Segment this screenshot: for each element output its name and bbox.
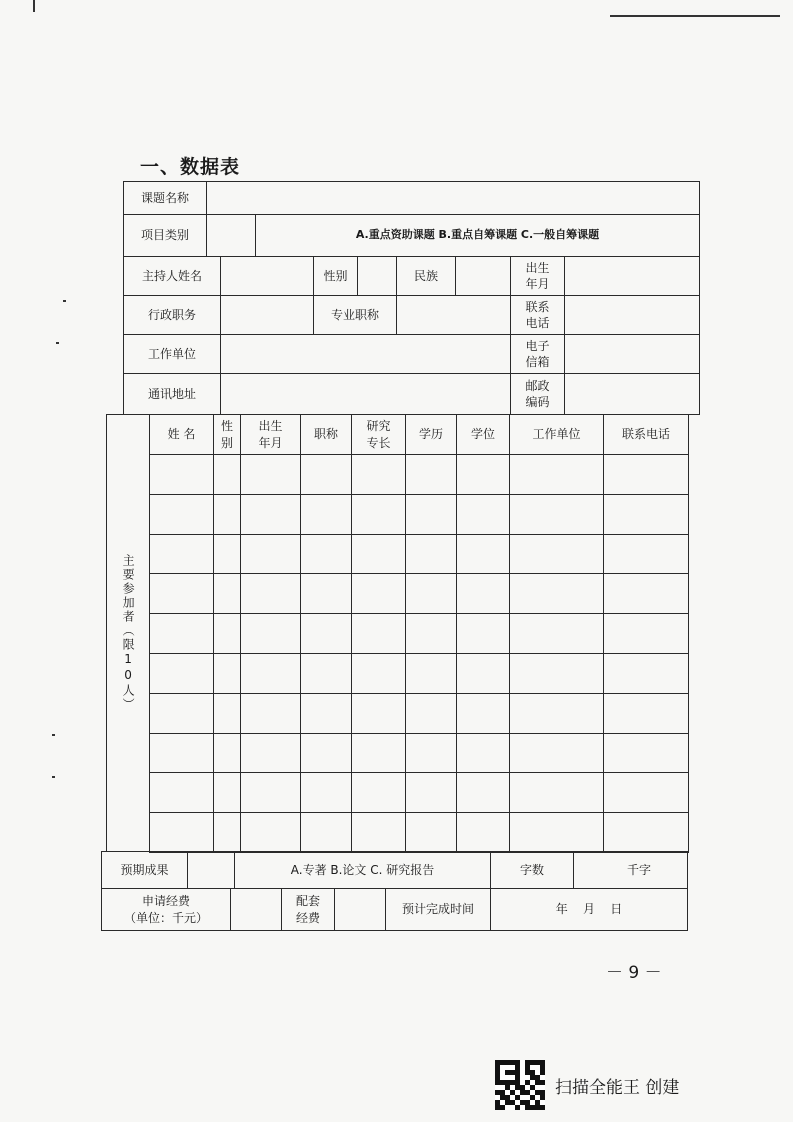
postcode-label: 邮政 编码 [510, 373, 565, 415]
participant-cell[interactable] [603, 454, 689, 495]
scanner-footer [495, 1060, 679, 1110]
participant-cell[interactable] [456, 534, 510, 575]
project-type-field[interactable] [206, 214, 256, 257]
participant-cell[interactable] [456, 494, 510, 535]
participant-cell[interactable] [149, 733, 214, 774]
participant-cell[interactable] [240, 494, 301, 535]
participant-cell[interactable] [405, 733, 457, 774]
participant-cell[interactable] [405, 772, 457, 813]
participant-cell[interactable] [603, 653, 689, 694]
qr-code-icon [495, 1060, 545, 1110]
participant-cell[interactable] [351, 534, 406, 575]
ethnicity-field[interactable] [455, 256, 511, 296]
participant-cell[interactable] [509, 733, 604, 774]
participant-cell[interactable] [405, 494, 457, 535]
birth-field[interactable] [564, 256, 700, 296]
host-name-field[interactable] [220, 256, 314, 296]
participant-cell[interactable] [456, 573, 510, 614]
participant-cell[interactable] [603, 613, 689, 654]
participant-cell[interactable] [456, 613, 510, 654]
participant-cell[interactable] [213, 534, 241, 575]
phone-field[interactable] [564, 295, 700, 335]
data-table [101, 181, 700, 931]
gender-label: 性别 [313, 256, 358, 296]
word-count-label: 字数 [490, 851, 574, 889]
host-name-label: 主持人姓名 [123, 256, 221, 296]
participant-cell[interactable] [300, 733, 352, 774]
participant-header: 工作单位 [509, 414, 604, 455]
page-title: 一、数据表 [140, 156, 241, 178]
participant-cell[interactable] [509, 573, 604, 614]
participant-header: 联系电话 [603, 414, 689, 455]
footer-brand: 扫描全能王 创建 [555, 1077, 680, 1098]
birth-label: 出生 年月 [510, 256, 565, 296]
prof-title-label: 专业职称 [313, 295, 397, 335]
funding-field[interactable] [230, 888, 282, 931]
participant-cell[interactable] [213, 812, 241, 853]
participant-header: 学位 [456, 414, 510, 455]
address-field[interactable] [220, 373, 511, 415]
participant-cell[interactable] [456, 733, 510, 774]
participant-cell[interactable] [456, 772, 510, 813]
participant-cell[interactable] [509, 653, 604, 694]
participant-cell[interactable] [149, 573, 214, 614]
participant-cell[interactable] [351, 733, 406, 774]
participant-cell[interactable] [149, 693, 214, 734]
participant-cell[interactable] [300, 573, 352, 614]
participant-cell[interactable] [509, 534, 604, 575]
header-rule [610, 15, 780, 17]
gender-field[interactable] [357, 256, 397, 296]
participant-cell[interactable] [240, 613, 301, 654]
participant-cell[interactable] [213, 653, 241, 694]
participant-cell[interactable] [300, 494, 352, 535]
participant-cell[interactable] [240, 693, 301, 734]
participant-cell[interactable] [149, 454, 214, 495]
participant-cell[interactable] [240, 573, 301, 614]
scan-speck [52, 776, 55, 778]
matching-funds-label: 配套 经费 [281, 888, 335, 931]
participant-cell[interactable] [351, 693, 406, 734]
participant-cell[interactable] [509, 454, 604, 495]
participant-cell[interactable] [149, 613, 214, 654]
participant-cell[interactable] [603, 772, 689, 813]
page-number: － 9 － [606, 963, 662, 983]
ethnicity-label: 民族 [396, 256, 456, 296]
participant-header: 性 别 [213, 414, 241, 455]
participant-cell[interactable] [351, 772, 406, 813]
participant-cell[interactable] [300, 772, 352, 813]
participant-cell[interactable] [240, 733, 301, 774]
participant-cell[interactable] [240, 653, 301, 694]
matching-funds-field[interactable] [334, 888, 386, 931]
participant-cell[interactable] [603, 733, 689, 774]
participant-cell[interactable] [405, 573, 457, 614]
participant-cell[interactable] [149, 494, 214, 535]
participant-cell[interactable] [405, 534, 457, 575]
project-type-options: A.重点资助课题 B.重点自筹课题 C.一般自筹课题 [255, 214, 700, 257]
admin-post-label: 行政职务 [123, 295, 221, 335]
participant-cell[interactable] [149, 653, 214, 694]
participant-header: 姓 名 [149, 414, 214, 455]
phone-label: 联系 电话 [510, 295, 565, 335]
participant-cell[interactable] [405, 812, 457, 853]
participant-cell[interactable] [300, 534, 352, 575]
participant-cell[interactable] [509, 812, 604, 853]
participant-cell[interactable] [405, 653, 457, 694]
participant-cell[interactable] [149, 772, 214, 813]
participant-cell[interactable] [149, 812, 214, 853]
participant-cell[interactable] [240, 454, 301, 495]
participant-cell[interactable] [213, 573, 241, 614]
participant-cell[interactable] [603, 494, 689, 535]
funding-label: 申请经费 （单位：千元） [101, 888, 231, 931]
participant-cell[interactable] [509, 613, 604, 654]
participants-side-label: 主要参加者（限10人） [106, 414, 150, 852]
participant-cell[interactable] [509, 693, 604, 734]
scan-speck [56, 342, 59, 344]
participant-cell[interactable] [213, 494, 241, 535]
participant-cell[interactable] [603, 812, 689, 853]
topic-name-label: 课题名称 [123, 181, 207, 215]
participant-header: 出生 年月 [240, 414, 301, 455]
participant-cell[interactable] [603, 573, 689, 614]
prof-title-field[interactable] [396, 295, 511, 335]
topic-name-field[interactable] [206, 181, 700, 215]
participant-cell[interactable] [213, 733, 241, 774]
participant-cell[interactable] [456, 454, 510, 495]
scan-speck [52, 734, 55, 736]
participant-cell[interactable] [149, 534, 214, 575]
participant-cell[interactable] [405, 693, 457, 734]
email-label: 电子 信箱 [510, 334, 565, 374]
participant-cell[interactable] [300, 812, 352, 853]
participant-cell[interactable] [351, 613, 406, 654]
project-type-label: 项目类别 [123, 214, 207, 257]
participant-cell[interactable] [351, 653, 406, 694]
participant-cell[interactable] [213, 454, 241, 495]
outcome-options: A.专著 B.论文 C. 研究报告 [234, 851, 491, 889]
participant-header: 职称 [300, 414, 352, 455]
participant-cell[interactable] [405, 454, 457, 495]
participant-cell[interactable] [351, 812, 406, 853]
participant-cell[interactable] [351, 573, 406, 614]
work-unit-label: 工作单位 [123, 334, 221, 374]
participant-cell[interactable] [213, 613, 241, 654]
participant-cell[interactable] [456, 693, 510, 734]
scan-speck [63, 300, 66, 302]
outcome-label: 预期成果 [101, 851, 188, 889]
completion-label: 预计完成时间 [385, 888, 491, 931]
participant-cell[interactable] [300, 613, 352, 654]
completion-date-field[interactable]: 年 月 日 [490, 888, 688, 931]
participant-cell[interactable] [213, 693, 241, 734]
participant-cell[interactable] [300, 693, 352, 734]
participant-cell[interactable] [456, 812, 510, 853]
participant-cell[interactable] [351, 454, 406, 495]
participant-cell[interactable] [351, 494, 406, 535]
address-label: 通讯地址 [123, 373, 221, 415]
participant-cell[interactable] [509, 772, 604, 813]
postcode-field[interactable] [564, 373, 700, 415]
participant-cell[interactable] [300, 653, 352, 694]
participant-cell[interactable] [456, 653, 510, 694]
participant-header: 学历 [405, 414, 457, 455]
participant-cell[interactable] [603, 534, 689, 575]
scan-corner-mark [33, 0, 35, 12]
participant-cell[interactable] [240, 534, 301, 575]
participant-cell[interactable] [405, 613, 457, 654]
admin-post-field[interactable] [220, 295, 314, 335]
email-field[interactable] [564, 334, 700, 374]
participant-cell[interactable] [240, 812, 301, 853]
participant-cell[interactable] [300, 454, 352, 495]
work-unit-field[interactable] [220, 334, 511, 374]
outcome-field[interactable] [187, 851, 235, 889]
participant-cell[interactable] [240, 772, 301, 813]
participant-cell[interactable] [603, 693, 689, 734]
participant-cell[interactable] [509, 494, 604, 535]
word-count-field[interactable]: 千字 [573, 851, 688, 889]
participant-cell[interactable] [213, 772, 241, 813]
participant-header: 研究 专长 [351, 414, 406, 455]
